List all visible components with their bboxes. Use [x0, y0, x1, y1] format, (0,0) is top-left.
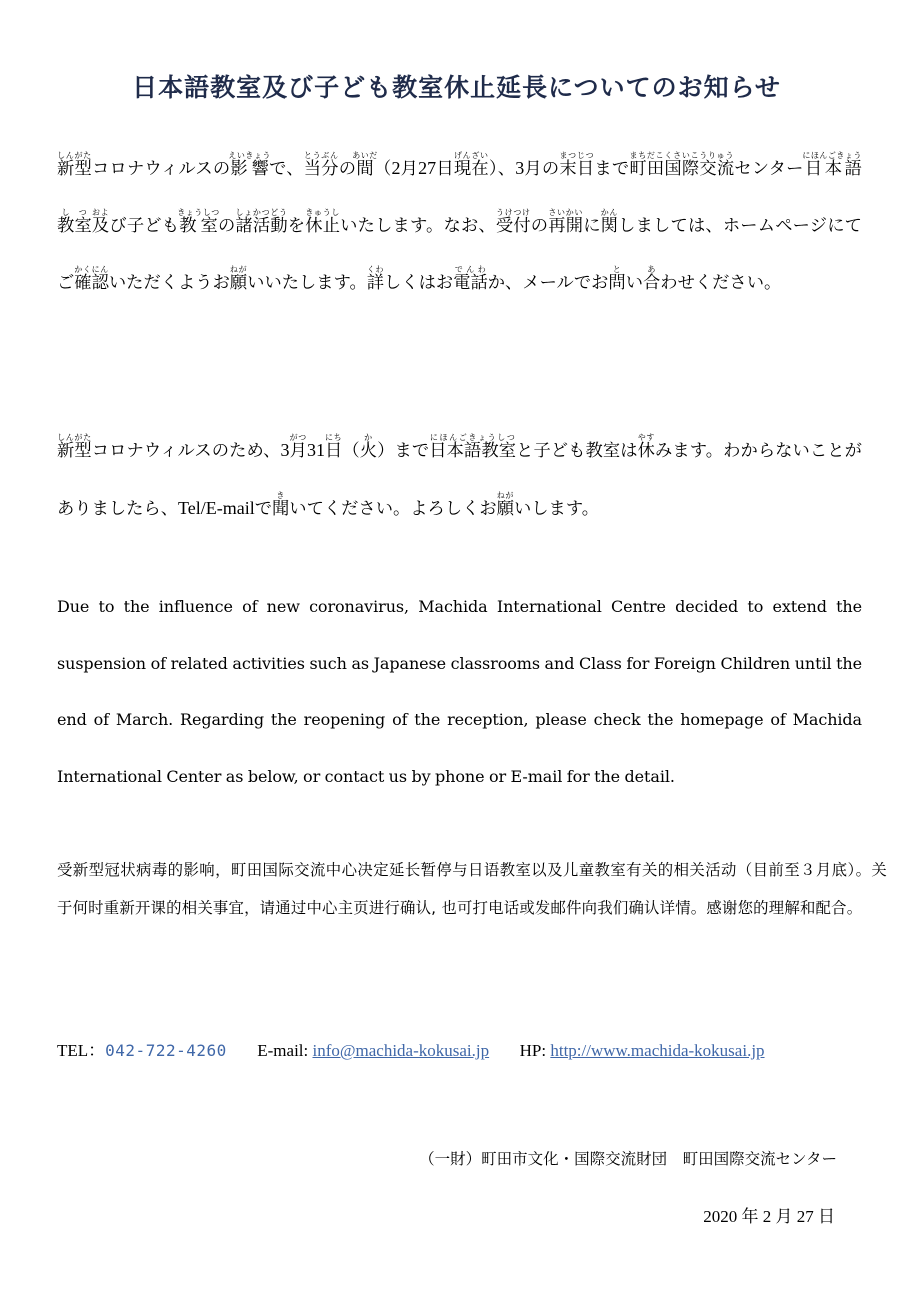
homepage-label: HP:: [519, 1041, 551, 1060]
latin-text: 27: [418, 158, 437, 178]
ruby-word: 火か: [359, 433, 378, 461]
text-run: で: [254, 499, 272, 519]
text-run: いいたします。: [247, 273, 367, 293]
notice-date: 2020 年 2 月 27 日: [703, 1207, 835, 1226]
contact-line: [57, 1036, 765, 1061]
text-run: の: [217, 216, 236, 236]
text-run: しくはお: [384, 273, 454, 293]
text-run: みます。わからないことがありましたら、: [57, 441, 862, 519]
ruby-word: 町田国際交流まちだこくさいこうりゅう: [629, 151, 735, 179]
latin-text: 31: [306, 440, 325, 460]
text-run: 日: [436, 159, 454, 179]
text-run: 月の: [524, 159, 560, 179]
text-run: コロナウィルスのため、: [91, 441, 281, 461]
ruby-word: 間あいだ: [352, 151, 378, 179]
organization-name: （一財）町田市文化・国際交流財団 町田国際交流センター: [419, 1150, 837, 1168]
ruby-word: 現在げんざい: [453, 151, 489, 179]
text-run: の: [338, 159, 357, 179]
ruby-word: 休止きゅうし: [305, 208, 341, 236]
text-run: コロナウィルスの: [91, 159, 231, 179]
ruby-word: 新型しんがた: [57, 433, 92, 461]
text-run: 月: [400, 159, 419, 179]
text-run: いただくようお: [108, 273, 230, 293]
text-run: と子ども教室は: [516, 441, 638, 461]
text-run: ）、: [488, 159, 516, 179]
ruby-word: 確認かくにん: [74, 265, 109, 293]
latin-text: 3: [515, 158, 525, 178]
ruby-word: 及およ: [91, 208, 110, 236]
text-run: まで: [594, 159, 630, 179]
ruby-word: 電話でんわ: [453, 265, 488, 293]
homepage-link[interactable]: http://www.machida-kokusai.jp: [550, 1041, 765, 1060]
latin-text: 3: [280, 440, 290, 460]
text-run: いたします。なお、: [340, 216, 496, 236]
ruby-word: 詳くわ: [366, 265, 385, 293]
text-run: わせください。: [660, 273, 782, 293]
tel-label: TEL：: [57, 1041, 106, 1060]
ruby-word: 教室きょうしつ: [177, 208, 220, 236]
ruby-word: 新型しんがた: [57, 151, 92, 179]
ruby-word: 合あ: [642, 265, 661, 293]
ruby-word: 聞き: [272, 491, 290, 519]
ruby-word: 関かん: [600, 208, 619, 236]
email-link[interactable]: info@machida-kokusai.jp: [312, 1041, 490, 1060]
text-run: い: [625, 273, 643, 293]
text-run: いします。: [513, 499, 600, 519]
ruby-word: 月がつ: [289, 433, 307, 461]
text-run: いてください。よろしくお: [289, 499, 497, 519]
ruby-word: 諸活動しょかつどう: [235, 208, 288, 236]
japanese-paragraph-simple: [57, 422, 862, 538]
text-run: （: [342, 441, 360, 461]
ruby-word: 日にち: [324, 433, 343, 461]
text-run: か、メールでお: [487, 273, 609, 293]
ruby-word: 問と: [608, 265, 626, 293]
page-title: 日本語教室及び子ども教室休止延長についてのお知らせ: [132, 73, 781, 102]
text-run: を: [287, 216, 306, 236]
email-label: E-mail:: [257, 1041, 313, 1060]
ruby-word: 休やす: [637, 433, 656, 461]
text-run: の: [530, 216, 549, 236]
text-run: （: [373, 159, 392, 179]
ruby-word: 当分とうぶん: [303, 151, 339, 179]
chinese-paragraph: 受新型冠状病毒的影响，町田国际交流中心决定延长暂停与日语教室以及儿童教室有关的相关活动（目前至３月底）。关于何时重新开课的相关事宜，请通过中心主页进行确认, 也可打电话或发邮件向我们确认详情。感谢您的理解和配合。: [57, 861, 887, 917]
japanese-paragraph-furigana: [57, 140, 862, 312]
latin-text: Tel/E-mail: [177, 498, 255, 518]
text-run: び子ども: [109, 216, 180, 236]
ruby-word: 影響えいきょう: [228, 151, 271, 179]
ruby-word: 日本語教室にほんごきょうしつ: [57, 151, 862, 236]
ruby-word: 受付うけつけ: [495, 208, 531, 236]
english-paragraph: Due to the influence of new coronavirus, Machida International Centre decided to extend the suspension of related activities such as Japanese classrooms and Class for Foreign Children until the end of March. Regarding the reopening of the reception, please check the homepage of Machida International Center as below, or contact us by phone or E-mail for the detail.: [57, 597, 862, 786]
text-run: で、: [268, 159, 304, 179]
text-run: に: [583, 216, 601, 236]
text-run: センター: [734, 159, 804, 179]
ruby-word: 願ねが: [229, 265, 248, 293]
ruby-word: 末日まつじつ: [559, 151, 595, 179]
ruby-word: 願ねが: [496, 491, 514, 519]
text-run: しましては、ホームページにてご: [57, 216, 862, 293]
ruby-word: 再開さいかい: [548, 208, 584, 236]
latin-text: 2: [391, 158, 401, 178]
tel-number[interactable]: 042-722-4260: [105, 1041, 227, 1060]
text-run: ）まで: [377, 441, 430, 461]
ruby-word: 日本語教室にほんごきょうしつ: [429, 433, 517, 461]
